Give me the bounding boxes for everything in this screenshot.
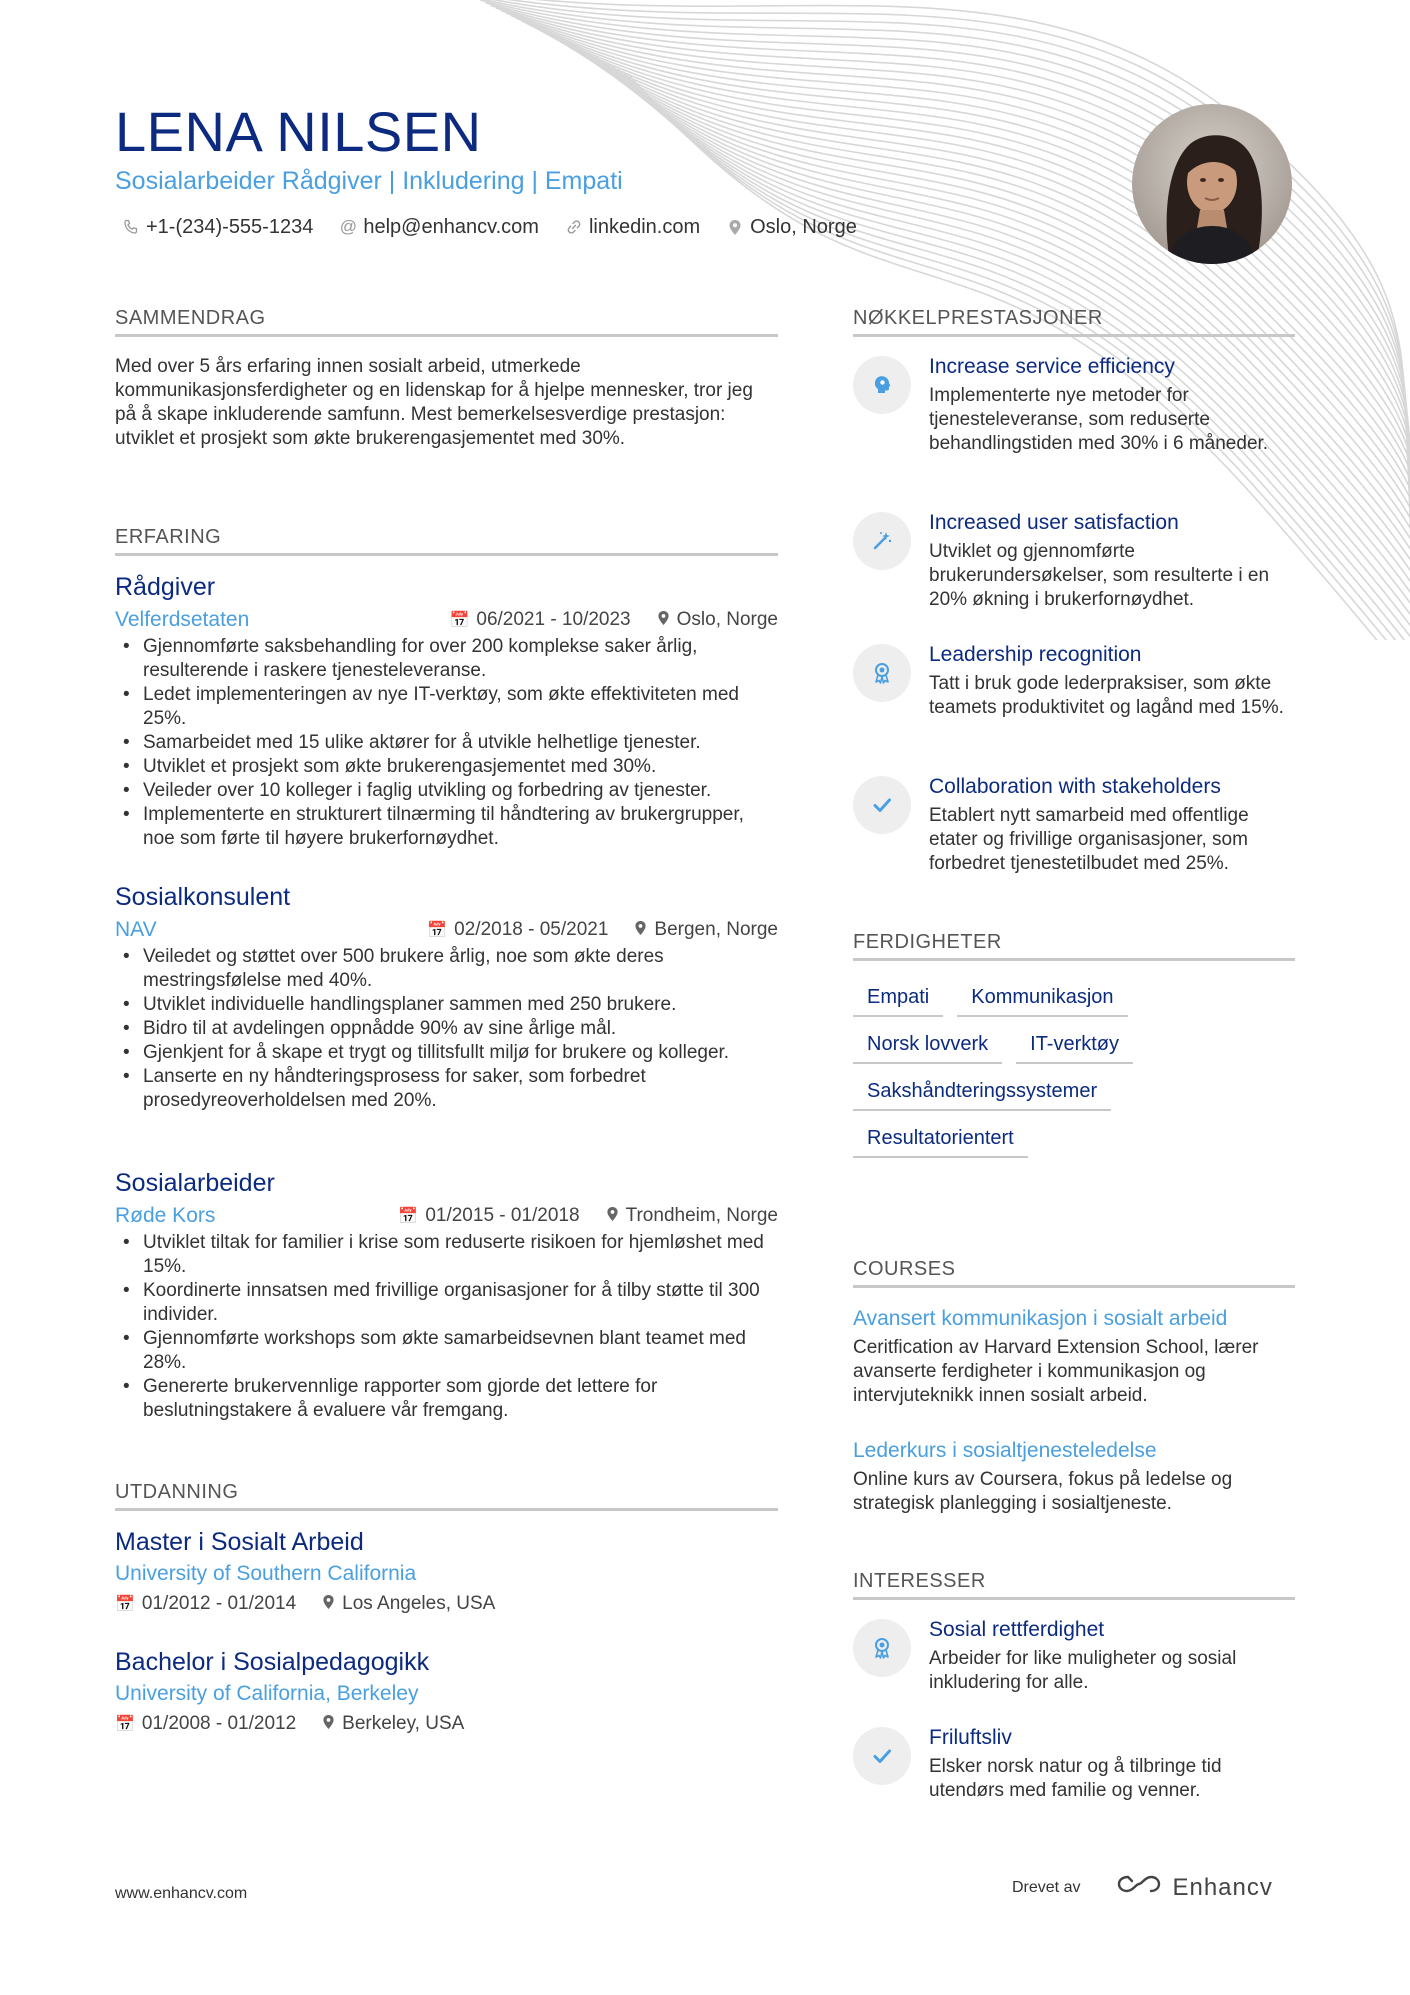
- job-dates: [427, 919, 608, 941]
- job-location: [657, 609, 778, 631]
- infinity-logo-icon: [1116, 1872, 1162, 1903]
- section-heading-education: UTDANNING: [115, 1480, 778, 1511]
- footer-branding: [1012, 1872, 1273, 1903]
- section-heading-skills: FERDIGHETER: [853, 930, 1295, 961]
- interest-desc: Arbeider for like muligheter og sosial inkludering for alle.: [929, 1648, 1237, 1693]
- job-bullet: • Gjennomførte workshops som økte samarbeidsevnen blant teamet med 28%.: [115, 1327, 778, 1375]
- brand-name: Enhancv: [1172, 1873, 1273, 1901]
- interest-body: [929, 1725, 1295, 1803]
- job-location: [634, 919, 778, 941]
- achievement-item: [853, 774, 1295, 876]
- contact-location-text: Oslo, Norge: [750, 216, 857, 238]
- calendar-icon: 📅: [115, 1716, 135, 1733]
- job-location-text: Bergen, Norge: [654, 919, 778, 940]
- job-bullet: • Gjenkjent for å skape et trygt og tillitsfullt miljø for brukere og kolleger.: [115, 1041, 778, 1065]
- profile-photo: [1132, 104, 1292, 264]
- skill-row: [853, 1032, 1295, 1064]
- footer-website[interactable]: www.enhancv.com: [115, 1885, 248, 1902]
- education-meta: [115, 1713, 778, 1735]
- education-location-text: Los Angeles, USA: [342, 1593, 496, 1614]
- achievement-desc: Implementerte nye metoder for tjenesteleveranse, som reduserte behandlingstiden med 30% i 6 måneder.: [929, 385, 1269, 454]
- skill-row: [853, 985, 1295, 1017]
- course-title: Lederkurs i sosialtjenesteledelse: [853, 1439, 1157, 1462]
- contact-email[interactable]: [339, 214, 539, 240]
- skill-tag: Resultatorientert: [853, 1126, 1028, 1158]
- achievement-title: Collaboration with stakeholders: [929, 775, 1221, 798]
- job-bullet: • Genererte brukervennlige rapporter som gjorde det lettere for beslutningstakere å evaluere vår fremgang.: [115, 1375, 778, 1423]
- calendar-icon: 📅: [115, 1596, 135, 1613]
- job-bullet: • Koordinerte innsatsen med frivillige organisasjoner for å tilby støtte til 300 individer.: [115, 1279, 778, 1327]
- achievement-desc: Utviklet og gjennomførte brukerundersøkelser, som resulterte i en 20% økning i brukerfornøydhet.: [929, 541, 1270, 610]
- award-icon: [853, 1619, 911, 1677]
- education-school: University of California, Berkeley: [115, 1682, 419, 1705]
- job-dates: [398, 1205, 579, 1227]
- education-degree: Master i Sosialt Arbeid: [115, 1528, 364, 1556]
- education-location: [322, 1713, 464, 1735]
- location-pin-icon: [657, 610, 670, 631]
- job-bullet: • Veiledet og støttet over 500 brukere årlig, noe som økte deres mestringsfølelse med 40%.: [115, 945, 778, 993]
- achievement-desc: Tatt i bruk gode lederpraksiser, som økte teamets produktivitet og lagånd med 15%.: [929, 673, 1284, 718]
- job-title: Rådgiver: [115, 573, 216, 601]
- course-desc: Online kurs av Coursera, fokus på ledelse og strategisk planlegging i sosialtjeneste.: [853, 1469, 1233, 1514]
- job-meta-right: [427, 919, 778, 941]
- job-dates: [449, 609, 630, 631]
- calendar-icon: 📅: [398, 1208, 419, 1225]
- link-icon: [565, 219, 583, 235]
- skill-tag: Kommunikasjon: [957, 985, 1127, 1017]
- education-location-text: Berkeley, USA: [342, 1713, 465, 1734]
- course-title: Avansert kommunikasjon i sosialt arbeid: [853, 1307, 1228, 1330]
- contact-linkedin-text: linkedin.com: [588, 216, 701, 238]
- achievement-title: Leadership recognition: [929, 643, 1142, 666]
- section-heading-summary: SAMMENDRAG: [115, 306, 778, 337]
- at-icon: @: [339, 217, 357, 236]
- achievement-title: Increased user satisfaction: [929, 511, 1179, 534]
- skills-list: [853, 985, 1295, 1173]
- job-meta-right: [449, 609, 778, 631]
- education-school: University of Southern California: [115, 1562, 417, 1585]
- job-entry: [115, 882, 778, 1113]
- achievement-body: [929, 510, 1295, 612]
- calendar-icon: 📅: [427, 922, 448, 939]
- interest-title: Sosial rettferdighet: [929, 1618, 1105, 1641]
- job-bullets: [115, 1231, 778, 1423]
- job-company: NAV: [115, 918, 157, 941]
- achievement-desc: Etablert nytt samarbeid med offentlige etater og frivillige organisasjoner, som forbedret tjenestetilbudet med 25%.: [929, 805, 1249, 874]
- skill-tag: Norsk lovverk: [853, 1032, 1002, 1064]
- award-icon: [853, 644, 911, 702]
- job-dates-text: 02/2018 - 05/2021: [454, 919, 609, 940]
- achievement-body: [929, 774, 1295, 876]
- job-dates-text: 06/2021 - 10/2023: [476, 609, 631, 630]
- interest-item: [853, 1617, 1295, 1695]
- education-dates: [115, 1713, 296, 1735]
- skill-row: [853, 1079, 1295, 1111]
- education-dates-text: 01/2008 - 01/2012: [141, 1713, 297, 1734]
- section-heading-interests: INTERESSER: [853, 1569, 1295, 1600]
- skill-tag: Sakshåndteringssystemer: [853, 1079, 1111, 1111]
- job-title: Sosialkonsulent: [115, 883, 291, 911]
- job-title: Sosialarbeider: [115, 1169, 275, 1197]
- job-bullet: • Gjennomførte saksbehandling for over 200 komplekse saker årlig, resulterende i raskere tjenesteleveranse.: [115, 635, 778, 683]
- section-heading-courses: COURSES: [853, 1257, 1295, 1288]
- contact-phone[interactable]: [122, 214, 313, 240]
- contact-email-text: help@enhancv.com: [363, 216, 539, 238]
- job-bullets: [115, 635, 778, 851]
- phone-icon: [122, 219, 140, 235]
- candidate-name: LENA NILSEN: [115, 100, 482, 163]
- skill-tag: Empati: [853, 985, 943, 1017]
- summary-text: Med over 5 års erfaring innen sosialt arbeid, utmerkede kommunikasjonsferdigheter og en lidenskap for å hjelpe mennesker, tror jeg på å skape inkluderende samfunn. Mest bemerkelsesverdige prestasjon: utviklet et prosjekt som økte brukerengasjementet med 30%.: [115, 356, 753, 449]
- interest-title: Friluftsliv: [929, 1726, 1012, 1749]
- job-company: Røde Kors: [115, 1204, 216, 1227]
- job-entry: [115, 1168, 778, 1423]
- checkmark-icon: [853, 776, 911, 834]
- achievement-body: [929, 354, 1295, 456]
- education-dates-text: 01/2012 - 01/2014: [141, 1593, 297, 1614]
- interest-desc: Elsker norsk natur og å tilbringe tid utendørs med familie og venner.: [929, 1756, 1222, 1801]
- job-bullet: • Utviklet individuelle handlingsplaner sammen med 250 brukere.: [115, 993, 778, 1017]
- location-pin-icon: [322, 1594, 335, 1615]
- job-bullet: • Ledet implementeringen av nye IT-verktøy, som økte effektiviteten med 25%.: [115, 683, 778, 731]
- achievement-title: Increase service efficiency: [929, 355, 1175, 378]
- education-meta: [115, 1593, 778, 1615]
- candidate-headline: Sosialarbeider Rådgiver | Inkludering | Empati: [115, 167, 623, 195]
- calendar-icon: 📅: [449, 612, 470, 629]
- interest-body: [929, 1617, 1295, 1695]
- job-bullet: • Bidro til at avdelingen oppnådde 90% av sine årlige mål.: [115, 1017, 778, 1041]
- course-desc: Ceritfication av Harvard Extension School, lærer avanserte ferdigheter i kommunikasjon og intervjuteknikk innen sosialt arbeid.: [853, 1337, 1259, 1406]
- job-bullet: • Samarbeidet med 15 ulike aktører for å utvikle helhetlige tjenester.: [115, 731, 778, 755]
- achievement-item: [853, 510, 1295, 612]
- skill-row: [853, 1126, 1295, 1158]
- brand-logo[interactable]: [1116, 1872, 1272, 1903]
- job-dates-text: 01/2015 - 01/2018: [425, 1205, 580, 1226]
- education-entry: [115, 1647, 778, 1735]
- job-bullet: • Utviklet tiltak for familier i krise som reduserte risikoen for hjemløshet med 15%.: [115, 1231, 778, 1279]
- job-location-text: Oslo, Norge: [676, 609, 778, 630]
- job-bullet: • Implementerte en strukturert tilnærming til håndtering av brukergrupper, noe som førte til høyere brukerfornøydhet.: [115, 803, 778, 851]
- job-company: Velferdsetaten: [115, 608, 250, 631]
- course-item: [853, 1438, 1295, 1516]
- course-item: [853, 1306, 1295, 1408]
- contact-phone-text: +1-(234)-555-1234: [146, 216, 314, 238]
- interest-item: [853, 1725, 1295, 1803]
- location-pin-icon: [322, 1714, 335, 1735]
- job-bullet: • Veileder over 10 kolleger i faglig utvikling og forbedring av tjenester.: [115, 779, 778, 803]
- head-icon: [853, 356, 911, 414]
- location-pin-icon: [606, 1206, 619, 1227]
- job-meta-right: [398, 1205, 778, 1227]
- job-location: [606, 1205, 778, 1227]
- contact-location: [726, 214, 857, 240]
- job-location-text: Trondheim, Norge: [625, 1205, 778, 1226]
- location-pin-icon: [726, 219, 744, 236]
- education-dates: [115, 1593, 296, 1615]
- education-degree: Bachelor i Sosialpedagogikk: [115, 1648, 430, 1676]
- achievement-item: [853, 354, 1295, 456]
- contact-bar: [122, 214, 857, 240]
- section-heading-experience: ERFARING: [115, 525, 778, 556]
- skill-tag: IT-verktøy: [1016, 1032, 1133, 1064]
- achievement-item: [853, 642, 1295, 720]
- magic-wand-icon: [853, 512, 911, 570]
- job-meta: [115, 1203, 778, 1229]
- achievement-body: [929, 642, 1295, 720]
- job-bullet: • Lanserte en ny håndteringsprosess for saker, som forbedret prosedyreoverholdelsen med 20%.: [115, 1065, 778, 1113]
- location-pin-icon: [634, 920, 647, 941]
- education-location: [322, 1593, 495, 1615]
- education-entry: [115, 1527, 778, 1615]
- job-bullet: • Utviklet et prosjekt som økte brukerengasjementet med 30%.: [115, 755, 778, 779]
- contact-linkedin[interactable]: [565, 214, 700, 240]
- job-meta: [115, 607, 778, 633]
- job-bullets: [115, 945, 778, 1113]
- job-entry: [115, 572, 778, 851]
- powered-by-label: Drevet av: [1012, 1878, 1081, 1896]
- checkmark-icon: [853, 1727, 911, 1785]
- job-meta: [115, 917, 778, 943]
- section-heading-achievements: NØKKELPRESTASJONER: [853, 306, 1295, 337]
